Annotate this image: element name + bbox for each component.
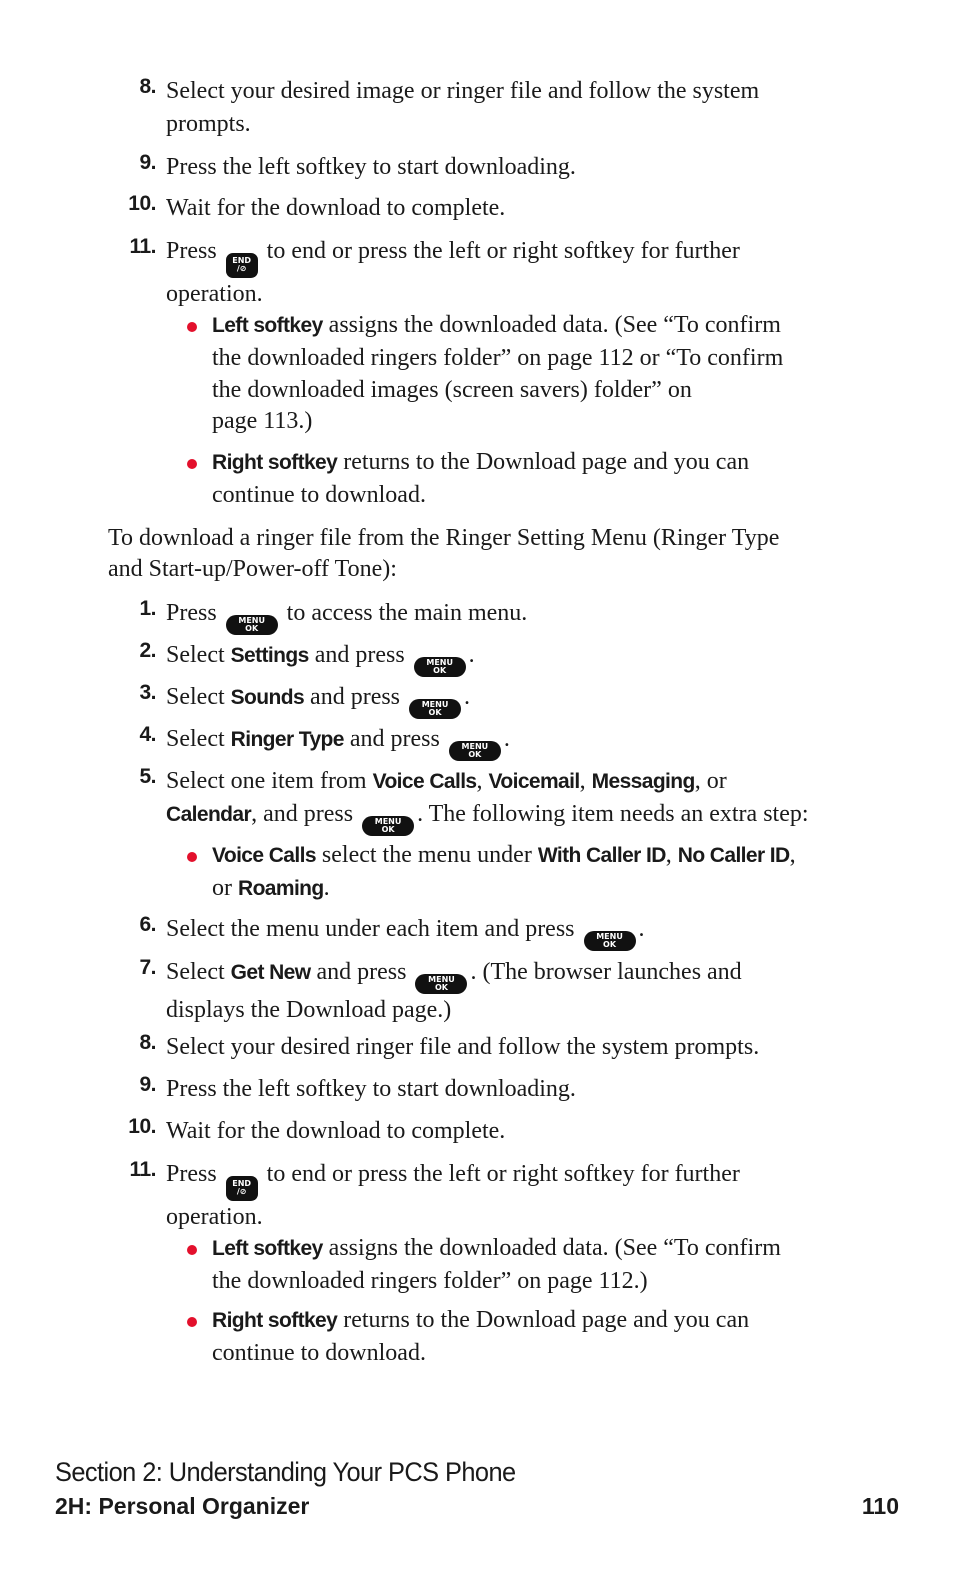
bullet-voice-calls: Voice Calls select the menu under With Caller ID, No Caller ID, or Roaming. (212, 839, 796, 905)
menu-ok-key-icon: MENU OK (449, 741, 501, 761)
bullet-dot-icon (187, 459, 197, 469)
menu-ok-key-icon: MENU OK (415, 974, 467, 994)
step-b-2: 2. Select Settings and press MENU OK . (139, 639, 475, 675)
step-b-3: 3. Select Sounds and press MENU OK . (139, 681, 471, 717)
footer-chapter-title: 2H: Personal Organizer (55, 1493, 310, 1519)
intro-paragraph: To download a ringer file from the Ringer Setting Menu (Ringer Type and Start-up/Power-off Tone): (108, 525, 780, 582)
menu-ok-key-icon: MENU OK (584, 931, 636, 951)
bullet-dot-icon (187, 322, 197, 332)
bullet-b-right-softkey: Right softkey returns to the Download page and you can continue to download. (212, 1304, 749, 1370)
step-b-1: 1. Press MENU OK to access the main menu. (139, 597, 528, 633)
step-a-8: 8. Select your desired image or ringer file and follow the system prompts. (139, 75, 760, 137)
step-b-6: 6. Select the menu under each item and press MENU OK . (139, 913, 645, 949)
bullet-a-left-softkey: Left softkey assigns the downloaded data. (See “To confirm the downloaded ringers folder” on page 112 or “To confirm the downloaded images (screen savers) folder” on page 113.) (212, 309, 783, 437)
bullet-dot-icon (187, 852, 197, 862)
step-a-11: 11. Press END /⊘ to end or press the left or right softkey for further operation. (129, 235, 740, 307)
step-b-10: 10. Wait for the download to complete. (128, 1115, 506, 1144)
step-b-7: 7. Select Get New and press MENU OK . (The browser launches and displays the Download page.) (139, 956, 742, 1023)
step-b-4: 4. Select Ringer Type and press MENU OK . (139, 723, 510, 759)
footer-section-title: Section 2: Understanding Your PCS Phone (55, 1457, 516, 1487)
menu-ok-key-icon: MENU OK (226, 615, 278, 635)
bullet-a-right-softkey: Right softkey returns to the Download page and you can continue to download. (212, 446, 749, 512)
step-b-9: 9. Press the left softkey to start downloading. (139, 1073, 576, 1102)
step-b-8: 8. Select your desired ringer file and follow the system prompts. (139, 1031, 760, 1060)
step-b-5: 5. Select one item from Voice Calls, Voicemail, Messaging, or Calendar, and press MENU OK . The following item needs an extra step: (139, 765, 809, 834)
menu-ok-key-icon: MENU OK (362, 816, 414, 836)
end-key-icon: END /⊘ (226, 253, 258, 278)
step-b-11: 11. Press END /⊘ to end or press the left or right softkey for further operation. (129, 1158, 740, 1230)
menu-ok-key-icon: MENU OK (409, 699, 461, 719)
page-number: 110 (861, 1493, 899, 1519)
end-key-icon: END /⊘ (226, 1176, 258, 1201)
bullet-dot-icon (187, 1245, 197, 1255)
menu-ok-key-icon: MENU OK (414, 657, 466, 677)
bullet-dot-icon (187, 1317, 197, 1327)
step-a-10: 10. Wait for the download to complete. (128, 192, 506, 221)
step-a-9: 9. Press the left softkey to start downloading. (139, 151, 576, 180)
bullet-b-left-softkey: Left softkey assigns the downloaded data. (See “To confirm the downloaded ringers folder” on page 112.) (212, 1232, 781, 1298)
